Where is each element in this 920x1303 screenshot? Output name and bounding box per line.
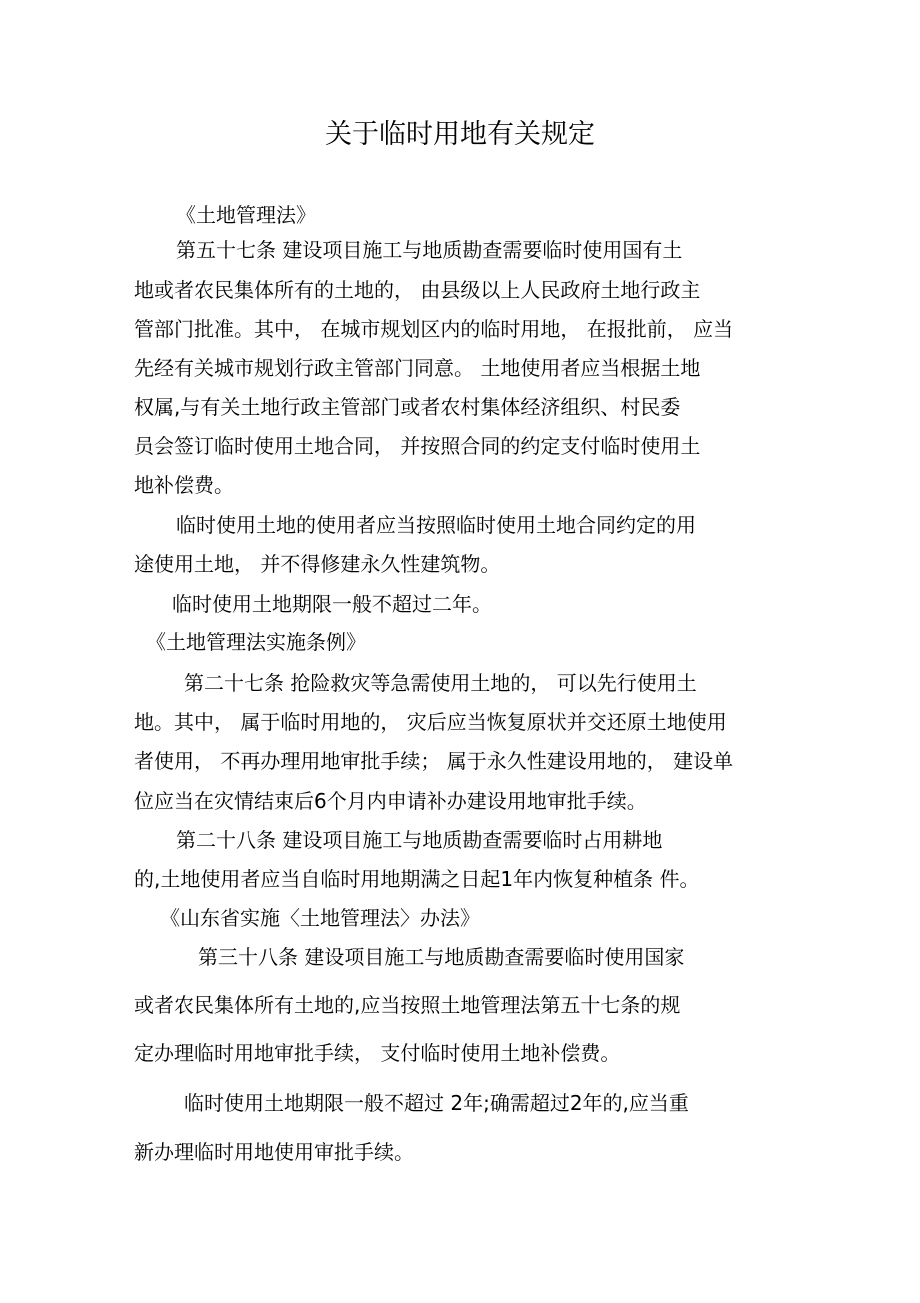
paragraph-line: 临时使用土地的使用者应当按照临时使用土地合同约定的用 — [176, 513, 696, 537]
law-heading-implementation-regulations: 《土地管理法实施条例》 — [146, 630, 366, 654]
law-heading-land-management: 《土地管理法》 — [176, 203, 316, 227]
article-28-line: 第二十八条 建设项目施工与地质勘查需要临时占用耕地 — [176, 828, 663, 852]
law-heading-shandong-measures: 《山东省实施〈土地管理法〉办法》 — [160, 906, 480, 930]
article-38-line: 定办理临时用地审批手续， 支付临时使用土地补偿费。 — [134, 1041, 621, 1065]
article-27-line: 者使用， 不再办理用地审批手续； 属于永久性建设用地的， 建设单 — [134, 749, 734, 773]
article-57-line: 权属,与有关土地行政主管部门或者农村集体经济组织、村民委 — [134, 395, 681, 419]
paragraph-line: 临时使用土地期限一般不超过二年。 — [172, 592, 492, 616]
paragraph-line: 途使用土地， 并不得修建永久性建筑物。 — [134, 552, 501, 576]
article-27-line: 地。其中， 属于临时用地的， 灾后应当恢复原状并交还原土地使用 — [134, 710, 727, 734]
document-title: 关于临时用地有关规定 — [325, 119, 595, 150]
article-28-line: 的,土地使用者应当自临时用地期满之日起1年内恢复种植条 件。 — [134, 867, 700, 891]
article-27-line: 第二十七条 抢险救灾等急需使用土地的， 可以先行使用土 — [184, 671, 697, 695]
article-57-line: 管部门批准。其中， 在城市规划区内的临时用地， 在报批前， 应当 — [134, 317, 734, 341]
paragraph-line: 新办理临时用地使用审批手续。 — [134, 1140, 414, 1164]
article-57-line: 员会签订临时使用土地合同， 并按照合同的约定支付临时使用土 — [134, 434, 701, 458]
article-57-line: 地补偿费。 — [134, 473, 234, 497]
paragraph-line: 临时使用土地期限一般不超过 2年;确需超过2年的,应当重 — [184, 1091, 689, 1115]
article-38-line: 第三十八条 建设项目施工与地质勘查需要临时使用国家 — [198, 945, 685, 969]
article-27-line: 位应当在灾情结束后6个月内申请补办建设用地审批手续。 — [134, 789, 647, 813]
article-57-line: 先经有关城市规划行政主管部门同意。 土地使用者应当根据土地 — [134, 356, 701, 380]
article-38-line: 或者农民集体所有土地的,应当按照土地管理法第五十七条的规 — [134, 993, 681, 1017]
article-57-line: 第五十七条 建设项目施工与地质勘查需要临时使用国有土 — [176, 238, 683, 262]
article-57-line: 地或者农民集体所有的土地的， 由县级以上人民政府土地行政主 — [134, 278, 701, 302]
